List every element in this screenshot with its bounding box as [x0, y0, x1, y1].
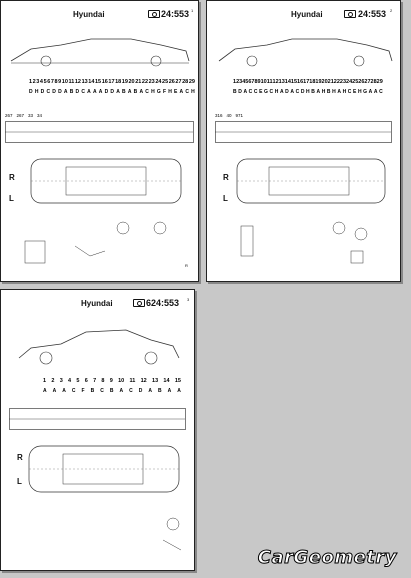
side-label-l: L	[223, 194, 228, 203]
point-number: 1	[29, 79, 33, 85]
sheet-brand: Hyundai	[291, 10, 323, 19]
point-type: A	[92, 89, 97, 95]
point-number: 26	[358, 79, 365, 85]
point-type: B	[157, 388, 162, 394]
point-type: C	[185, 89, 189, 95]
letters-row	[29, 89, 195, 95]
point-number: 21	[327, 79, 334, 85]
letters-row	[233, 89, 383, 95]
point-type: A	[368, 89, 373, 95]
point-number: 24	[346, 79, 353, 85]
point-number: 12	[74, 79, 81, 85]
point-type: D	[29, 89, 33, 95]
vehicle-side-profile	[1, 318, 194, 378]
point-number: 3	[36, 79, 40, 85]
point-number: 17	[303, 79, 310, 85]
point-number: 7	[50, 79, 54, 85]
point-number: 2	[236, 79, 240, 85]
point-number: 9	[109, 378, 113, 384]
point-type: A	[98, 89, 103, 95]
point-type: C	[145, 89, 149, 95]
sheet-2	[206, 0, 401, 282]
point-type: B	[326, 89, 331, 95]
point-number: 7	[251, 79, 255, 85]
point-type: G	[363, 89, 368, 95]
point-type: D	[40, 89, 45, 95]
point-number: 27	[175, 79, 182, 85]
point-number: 20	[128, 79, 135, 85]
watermark-logo: CarGeometry	[257, 547, 397, 568]
point-type: C	[81, 89, 85, 95]
point-number: 3	[59, 378, 63, 384]
left-values	[5, 113, 42, 118]
point-type: H	[321, 89, 326, 95]
detail-drawings	[211, 216, 396, 276]
camera-icon	[148, 10, 160, 18]
point-type: D	[110, 89, 114, 95]
point-type: B	[233, 89, 237, 95]
numbers-row	[43, 378, 181, 384]
chassis-top-view	[229, 151, 394, 211]
point-number: 6	[47, 79, 51, 85]
point-type: D	[58, 89, 62, 95]
point-number: 29	[188, 79, 195, 85]
point-type: C	[129, 388, 133, 394]
chassis-top-view	[23, 438, 188, 498]
sheet-superscript: 1	[191, 8, 194, 13]
point-type: D	[52, 89, 56, 95]
point-number: 23	[148, 79, 155, 85]
sheet-1	[0, 0, 199, 282]
point-number: 24	[155, 79, 162, 85]
value-cell: 316	[215, 113, 223, 118]
point-number: 8	[101, 378, 105, 384]
value-cell: 971	[235, 113, 244, 118]
value-cell: 34	[37, 113, 43, 118]
point-number: 9	[257, 79, 261, 85]
sheet-superscript: 2	[390, 8, 393, 13]
point-number: 1	[43, 378, 47, 384]
point-number: 22	[333, 79, 340, 85]
point-number: 19	[315, 79, 322, 85]
point-type: F	[81, 388, 85, 394]
point-type: H	[357, 89, 362, 95]
left-values	[215, 113, 243, 118]
point-number: 25	[352, 79, 359, 85]
point-type: B	[133, 89, 138, 95]
point-type: A	[62, 388, 66, 394]
point-number: 12	[272, 79, 279, 85]
value-cell: 267	[16, 113, 25, 118]
point-number: 2	[51, 378, 55, 384]
measurement-table	[5, 121, 194, 143]
point-type: A	[87, 89, 91, 95]
point-number: 4	[68, 378, 72, 384]
point-type: B	[109, 388, 114, 394]
point-type: C	[269, 89, 274, 95]
point-number: 28	[182, 79, 189, 85]
point-number: 15	[174, 378, 181, 384]
point-number: 11	[68, 79, 75, 85]
point-type: A	[119, 388, 124, 394]
measurement-table	[9, 408, 186, 430]
point-number: 9	[58, 79, 62, 85]
point-type: H	[342, 89, 347, 95]
point-number: 11	[266, 79, 273, 85]
point-type: A	[52, 388, 57, 394]
point-type: A	[179, 89, 184, 95]
measurement-table	[215, 121, 392, 143]
point-number: 12	[140, 378, 147, 384]
point-type: A	[127, 89, 132, 95]
point-type: D	[104, 89, 109, 95]
point-type: C	[46, 89, 51, 95]
point-type: A	[177, 388, 181, 394]
point-type: H	[191, 89, 195, 95]
point-number: 11	[129, 378, 136, 384]
point-number: 13	[81, 79, 88, 85]
point-number: 8	[254, 79, 258, 85]
chassis-top-view	[21, 151, 191, 211]
value-cell: 40	[226, 113, 232, 118]
point-type: F	[162, 89, 167, 95]
point-number: 10	[118, 378, 125, 384]
side-label-r: R	[9, 173, 15, 182]
point-number: 2	[32, 79, 36, 85]
camera-icon	[133, 299, 145, 307]
point-number: 25	[162, 79, 169, 85]
vehicle-side-profile	[1, 29, 198, 69]
value-cell: 267	[5, 113, 13, 118]
sheet-brand: Hyundai	[73, 10, 105, 19]
point-type: H	[151, 89, 155, 95]
point-type: C	[295, 89, 300, 95]
point-number: 13	[152, 378, 159, 384]
point-number: 28	[370, 79, 377, 85]
point-type: G	[156, 89, 161, 95]
point-type: A	[290, 89, 295, 95]
point-number: 29	[376, 79, 383, 85]
point-type: H	[306, 89, 310, 95]
point-type: A	[148, 388, 152, 394]
camera-icon	[344, 10, 356, 18]
point-number: 8	[54, 79, 58, 85]
point-number: 27	[364, 79, 371, 85]
point-number: 7	[93, 378, 97, 384]
detail-drawings	[5, 216, 195, 276]
point-number: 16	[297, 79, 304, 85]
point-number: 14	[284, 79, 291, 85]
point-type: A	[116, 89, 120, 95]
point-type: D	[300, 89, 305, 95]
sheet-code: 624:553	[146, 298, 180, 308]
point-number: 26	[168, 79, 175, 85]
point-number: 6	[84, 378, 88, 384]
point-type: C	[253, 89, 258, 95]
point-type: D	[138, 388, 143, 394]
point-number: 21	[135, 79, 142, 85]
point-number: 5	[43, 79, 47, 85]
point-type: H	[168, 89, 172, 95]
point-number: 19	[121, 79, 128, 85]
point-type: B	[311, 89, 315, 95]
sheet-code: 24:553	[161, 9, 190, 19]
point-number: 1	[233, 79, 237, 85]
point-type: E	[353, 89, 357, 95]
point-type: A	[63, 89, 68, 95]
point-number: 6	[248, 79, 252, 85]
point-type: B	[69, 89, 74, 95]
point-number: 15	[94, 79, 102, 85]
side-label-r: R	[17, 453, 23, 462]
point-type: H	[332, 89, 336, 95]
side-label-l: L	[17, 477, 22, 486]
sheet-3	[0, 289, 195, 571]
point-type: A	[373, 89, 378, 95]
point-type: C	[347, 89, 352, 95]
point-number: 10	[260, 79, 267, 85]
point-type: A	[43, 388, 47, 394]
numbers-row	[29, 79, 195, 85]
point-type: E	[174, 89, 178, 95]
point-number: 13	[278, 79, 285, 85]
point-number: 20	[321, 79, 328, 85]
point-type: A	[167, 388, 172, 394]
point-number: 15	[290, 79, 298, 85]
point-type: D	[75, 89, 80, 95]
detail-drawings	[151, 510, 211, 560]
point-type: C	[379, 89, 383, 95]
vehicle-side-profile	[207, 29, 400, 69]
sheet-brand: Hyundai	[81, 299, 113, 308]
point-type: C	[248, 89, 253, 95]
point-type: A	[337, 89, 341, 95]
point-number: 14	[163, 378, 170, 384]
point-number: 16	[101, 79, 108, 85]
point-type: C	[71, 388, 76, 394]
point-type: A	[243, 89, 248, 95]
point-number: 10	[61, 79, 68, 85]
point-number: 4	[39, 79, 43, 85]
point-number: 23	[339, 79, 347, 85]
point-number: 17	[108, 79, 115, 85]
point-type: D	[285, 89, 289, 95]
point-number: 5	[76, 378, 80, 384]
point-number: 14	[88, 79, 95, 85]
sheet-code: 24:553	[358, 9, 387, 19]
point-number: 4	[242, 79, 246, 85]
point-type: A	[279, 89, 284, 95]
point-type: A	[139, 89, 144, 95]
point-number: 22	[141, 79, 149, 85]
point-number: 18	[115, 79, 122, 85]
value-cell: 33	[28, 113, 34, 118]
point-type: B	[90, 388, 95, 394]
sheet-superscript: 3	[187, 297, 190, 302]
point-number: 3	[239, 79, 243, 85]
point-type: B	[122, 89, 126, 95]
point-type: C	[100, 388, 104, 394]
numbers-row	[233, 79, 383, 85]
point-type: A	[316, 89, 321, 95]
side-label-l: L	[9, 194, 14, 203]
side-label-r: R	[223, 173, 229, 182]
point-type: G	[264, 89, 268, 95]
letters-row	[43, 388, 181, 394]
point-type: H	[34, 89, 39, 95]
point-type: D	[238, 89, 242, 95]
corner-mark: R	[185, 263, 188, 268]
point-number: 18	[309, 79, 316, 85]
point-number: 5	[245, 79, 249, 85]
point-type: E	[259, 89, 263, 95]
point-type: H	[274, 89, 279, 95]
